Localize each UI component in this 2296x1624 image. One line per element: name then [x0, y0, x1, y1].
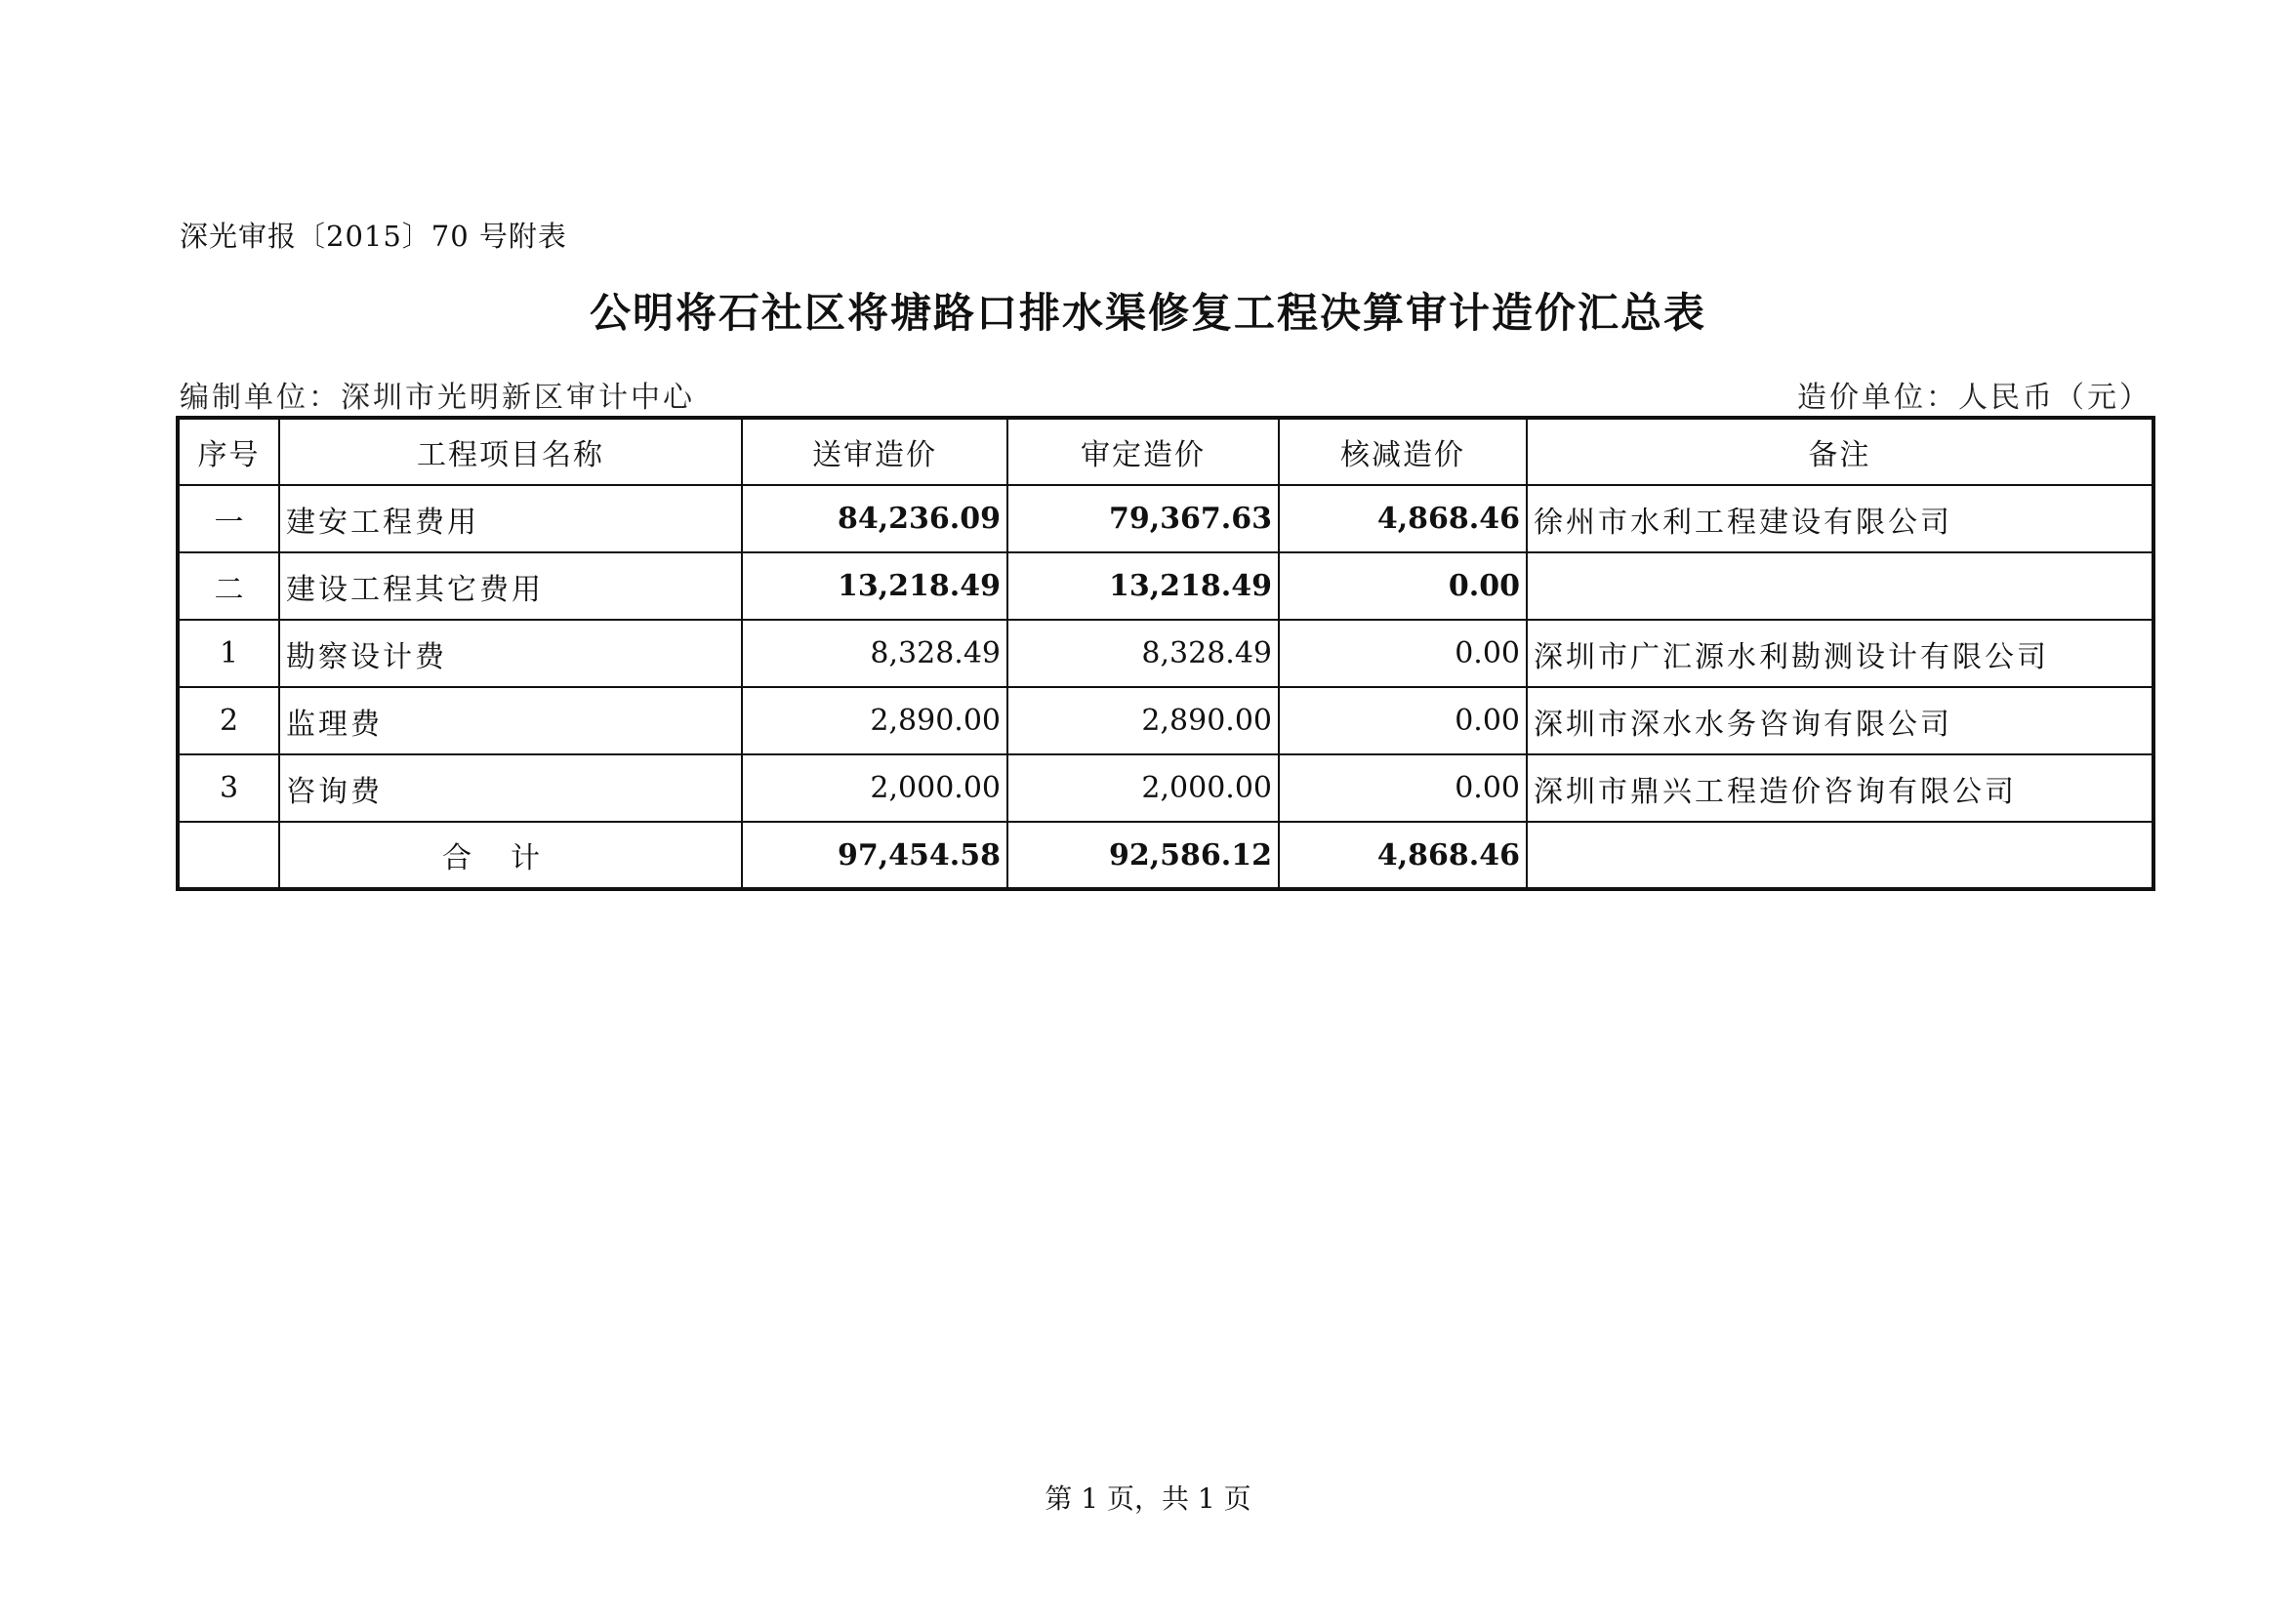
- table-row: [178, 485, 2153, 552]
- header-index: 序号: [178, 418, 279, 485]
- row-submitted: 8,328.49: [742, 620, 1007, 687]
- row-name: 监理费: [279, 687, 742, 754]
- row-submitted: 84,236.09: [742, 485, 1007, 552]
- row-name: 勘察设计费: [279, 620, 742, 687]
- row-name: 咨询费: [279, 754, 742, 822]
- total-approved: 92,586.12: [1007, 822, 1279, 889]
- row-reduced: 0.00: [1279, 552, 1527, 620]
- table-row: [178, 620, 2153, 687]
- row-index: 3: [178, 754, 279, 822]
- row-approved: 2,000.00: [1007, 754, 1279, 822]
- row-reduced: 4,868.46: [1279, 485, 1527, 552]
- row-reduced: 0.00: [1279, 620, 1527, 687]
- row-reduced: 0.00: [1279, 754, 1527, 822]
- header-reduced: 核减造价: [1279, 418, 1527, 485]
- row-name: 建安工程费用: [279, 485, 742, 552]
- page-number: 第 1 页，共 1 页: [1045, 1482, 1251, 1515]
- row-index: 2: [178, 687, 279, 754]
- row-remarks: 徐州市水利工程建设有限公司: [1527, 485, 2153, 552]
- total-row: [178, 822, 2153, 889]
- total-index: [178, 822, 279, 889]
- audit-summary-table: [176, 416, 2155, 891]
- row-index: 一: [178, 485, 279, 552]
- table-header-row: [178, 418, 2153, 485]
- row-remarks: 深圳市深水水务咨询有限公司: [1527, 687, 2153, 754]
- total-remarks: [1527, 822, 2153, 889]
- row-submitted: 13,218.49: [742, 552, 1007, 620]
- header-approved: 审定造价: [1007, 418, 1279, 485]
- row-approved: 79,367.63: [1007, 485, 1279, 552]
- row-index: 二: [178, 552, 279, 620]
- row-approved: 13,218.49: [1007, 552, 1279, 620]
- row-submitted: 2,000.00: [742, 754, 1007, 822]
- header-remarks: 备注: [1527, 418, 2153, 485]
- table-row: [178, 754, 2153, 822]
- table-row: [178, 687, 2153, 754]
- row-index: 1: [178, 620, 279, 687]
- row-name: 建设工程其它费用: [279, 552, 742, 620]
- table-row: [178, 552, 2153, 620]
- row-remarks: 深圳市鼎兴工程造价咨询有限公司: [1527, 754, 2153, 822]
- total-label: 合计: [279, 822, 742, 889]
- document-reference: 深光审报〔2015〕70 号附表: [180, 220, 567, 253]
- total-reduced: 4,868.46: [1279, 822, 1527, 889]
- total-submitted: 97,454.58: [742, 822, 1007, 889]
- row-approved: 8,328.49: [1007, 620, 1279, 687]
- row-reduced: 0.00: [1279, 687, 1527, 754]
- currency-unit: 造价单位：人民币（元）: [1797, 381, 2152, 415]
- row-approved: 2,890.00: [1007, 687, 1279, 754]
- header-submitted: 送审造价: [742, 418, 1007, 485]
- row-remarks: [1527, 552, 2153, 620]
- prepared-by: 编制单位：深圳市光明新区审计中心: [180, 381, 695, 415]
- header-name: 工程项目名称: [279, 418, 742, 485]
- row-submitted: 2,890.00: [742, 687, 1007, 754]
- row-remarks: 深圳市广汇源水利勘测设计有限公司: [1527, 620, 2153, 687]
- document-title: 公明将石社区将塘路口排水渠修复工程决算审计造价汇总表: [589, 289, 1706, 337]
